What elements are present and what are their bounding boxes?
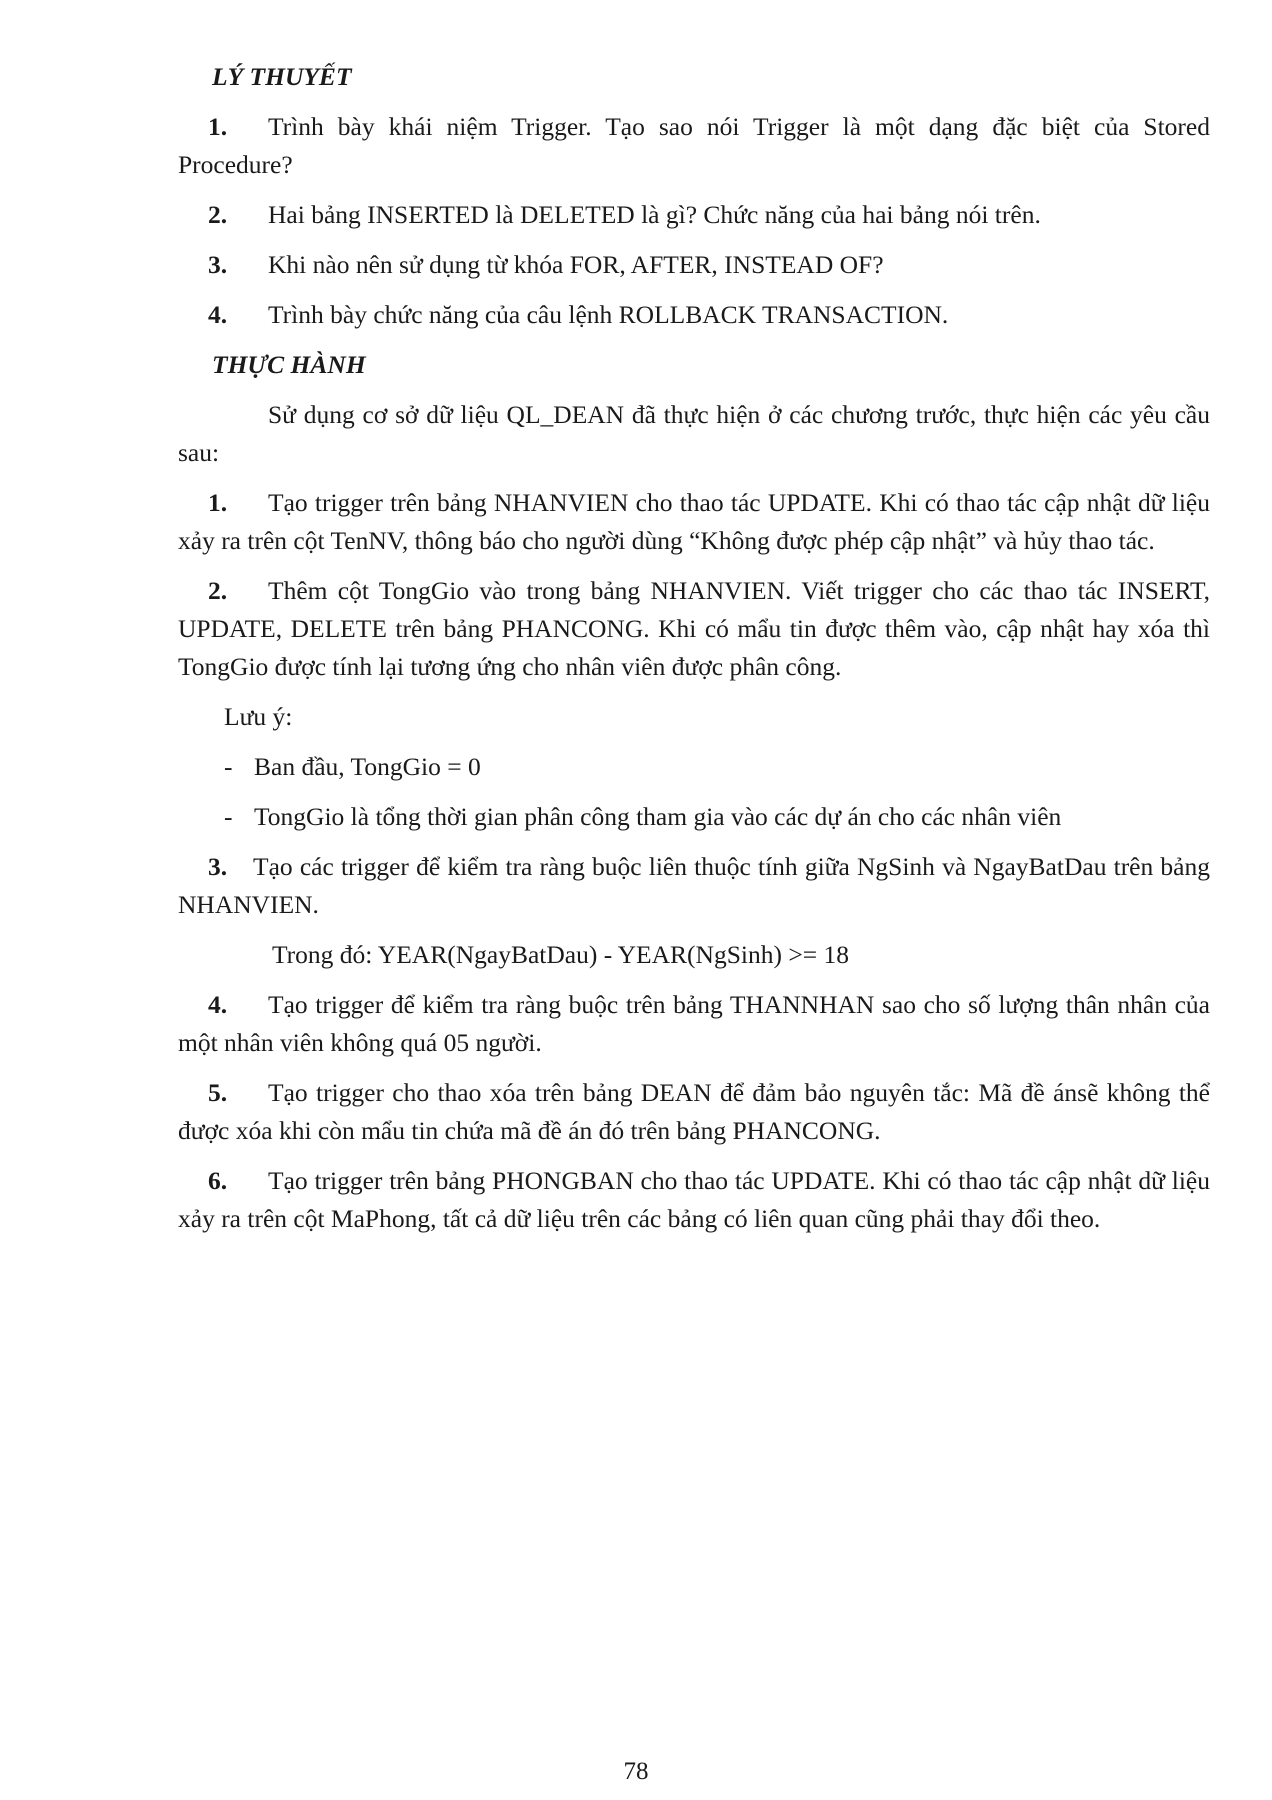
practice-item-6 (178, 1162, 1210, 1238)
page-number: 78 (623, 1758, 649, 1785)
theory-item-3 (178, 246, 1210, 284)
dash-marker: - (224, 802, 233, 831)
item-text: Hai bảng INSERTED là DELETED là gì? Chức năng của hai bảng nói trên. (268, 200, 1041, 229)
item-number: 2. (208, 200, 228, 229)
theory-heading: LÝ THUYẾT (212, 62, 352, 91)
note-bullet-text: Ban đầu, TongGio = 0 (254, 752, 481, 781)
item-number: 4. (208, 990, 228, 1019)
theory-item-4 (178, 296, 1210, 334)
item-text: Trình bày chức năng của câu lệnh ROLLBACK TRANSACTION. (268, 300, 949, 329)
item-text: Tạo trigger để kiểm tra ràng buộc trên bảng THANNHAN sao cho số lượng thân nhân của một nhân viên không quá 05 người. (178, 990, 1210, 1057)
practice-item-4 (178, 986, 1210, 1062)
practice-heading: THỰC HÀNH (212, 350, 366, 379)
item-text: Tạo trigger trên bảng NHANVIEN cho thao tác UPDATE. Khi có thao tác cập nhật dữ liệu xảy ra trên cột TenNV, thông báo cho người dùng “Không được phép cập nhật” và hủy thao tác. (178, 488, 1210, 555)
note-bullet-text: TongGio là tổng thời gian phân công tham gia vào các dự án cho các nhân viên (254, 802, 1062, 831)
practice-item-3 (178, 848, 1210, 924)
item-number: 6. (208, 1166, 228, 1195)
item-text: Trình bày khái niệm Trigger. Tạo sao nói Trigger là một dạng đặc biệt của Stored Procedure? (178, 112, 1210, 179)
theory-item-1 (178, 108, 1210, 184)
theory-item-2 (178, 196, 1210, 234)
practice-item-5 (178, 1074, 1210, 1150)
item-text: Tạo trigger cho thao xóa trên bảng DEAN để đảm bảo nguyên tắc: Mã đề ánsẽ không thể được xóa khi còn mẩu tin chứa mã đề án đó trên bảng PHANCONG. (178, 1078, 1210, 1145)
item-number: 1. (208, 488, 228, 517)
note-label: Lưu ý: (224, 702, 293, 731)
item-text: Khi nào nên sử dụng từ khóa FOR, AFTER, INSTEAD OF? (268, 250, 884, 279)
formula-line: Trong đó: YEAR(NgayBatDau) - YEAR(NgSinh) >= 18 (272, 940, 849, 969)
item-text: Tạo trigger trên bảng PHONGBAN cho thao tác UPDATE. Khi có thao tác cập nhật dữ liệu xảy ra trên cột MaPhong, tất cả dữ liệu trên các bảng có liên quan cũng phải thay đổi theo. (178, 1166, 1210, 1233)
page-content (178, 58, 1210, 1250)
note-bullet-2 (224, 798, 1210, 836)
item-text: Tạo các trigger để kiểm tra ràng buộc liên thuộc tính giữa NgSinh và NgayBatDau trên bảng NHANVIEN. (178, 852, 1210, 919)
practice-item-2 (178, 572, 1210, 686)
item-number: 2. (208, 576, 228, 605)
item-number: 1. (208, 112, 228, 141)
dash-marker: - (224, 752, 233, 781)
item-number: 3. (208, 852, 228, 881)
practice-item-1 (178, 484, 1210, 560)
item-number: 3. (208, 250, 228, 279)
item-number: 4. (208, 300, 228, 329)
item-text: Thêm cột TongGio vào trong bảng NHANVIEN. Viết trigger cho các thao tác INSERT, UPDATE, DELETE trên bảng PHANCONG. Khi có mẩu tin được thêm vào, cập nhật hay xóa thì TongGio được tính lại tương ứng cho nhân viên được phân công. (178, 576, 1210, 681)
note-bullet-1 (224, 748, 1210, 786)
item-number: 5. (208, 1078, 228, 1107)
practice-intro: Sử dụng cơ sở dữ liệu QL_DEAN đã thực hiện ở các chương trước, thực hiện các yêu cầu sau: (178, 400, 1210, 467)
